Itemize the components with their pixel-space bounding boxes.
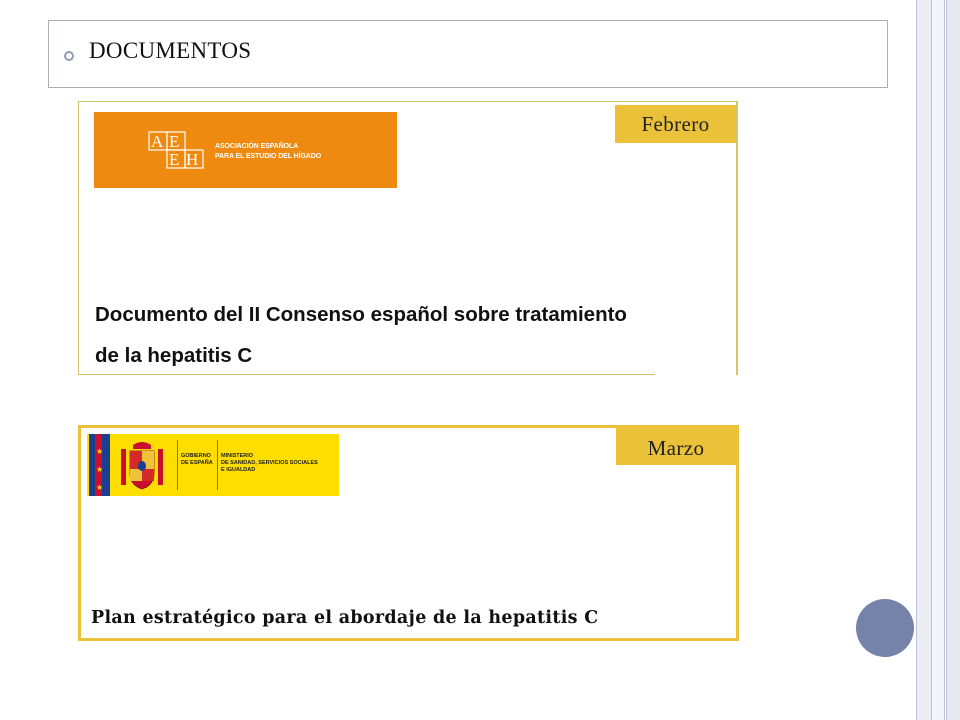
title-box [48, 20, 888, 88]
aeeh-letter: E [169, 150, 180, 169]
aeeh-logo [94, 112, 397, 188]
aeeh-logo-text: ASOCIACIÓN ESPAÑOLA PARA EL ESTUDIO DEL HÍGADO [215, 143, 322, 160]
coat-of-arms-icon [119, 439, 165, 491]
aeeh-letter: A [151, 132, 164, 151]
document-card-febrero[interactable] [78, 101, 738, 375]
decorative-rail [916, 0, 932, 720]
logo-divider [217, 440, 218, 490]
document-card-marzo[interactable] [78, 425, 739, 641]
star-icon: ★ [96, 447, 104, 456]
gobierno-espana-logo [87, 434, 339, 496]
aeeh-mark-icon [148, 131, 212, 169]
decorative-rail [946, 0, 960, 720]
month-tab: Marzo [616, 428, 736, 465]
aeeh-letter: E [169, 132, 180, 151]
decorative-circle [856, 599, 914, 657]
month-tab: Febrero [615, 105, 736, 143]
decorative-rail [932, 0, 945, 720]
document-title: Documento del II Consenso español sobre tratamiento de la hepatitis C [95, 303, 627, 367]
star-icon: ★ [96, 483, 104, 492]
document-title: Plan estratégico para el abordaje de la hepatitis C [91, 608, 599, 628]
slide-title: DOCUMENTOS [89, 38, 252, 63]
ministerio-text: MINISTERIO DE SANIDAD, SERVICIOS SOCIALES E IGUALDAD [221, 453, 318, 473]
logo-divider [177, 440, 178, 490]
bullet-icon [64, 51, 74, 61]
gobierno-text: GOBIERNO DE ESPAÑA [181, 453, 213, 466]
aeeh-letter: H [186, 150, 199, 169]
star-icon: ★ [96, 465, 104, 474]
